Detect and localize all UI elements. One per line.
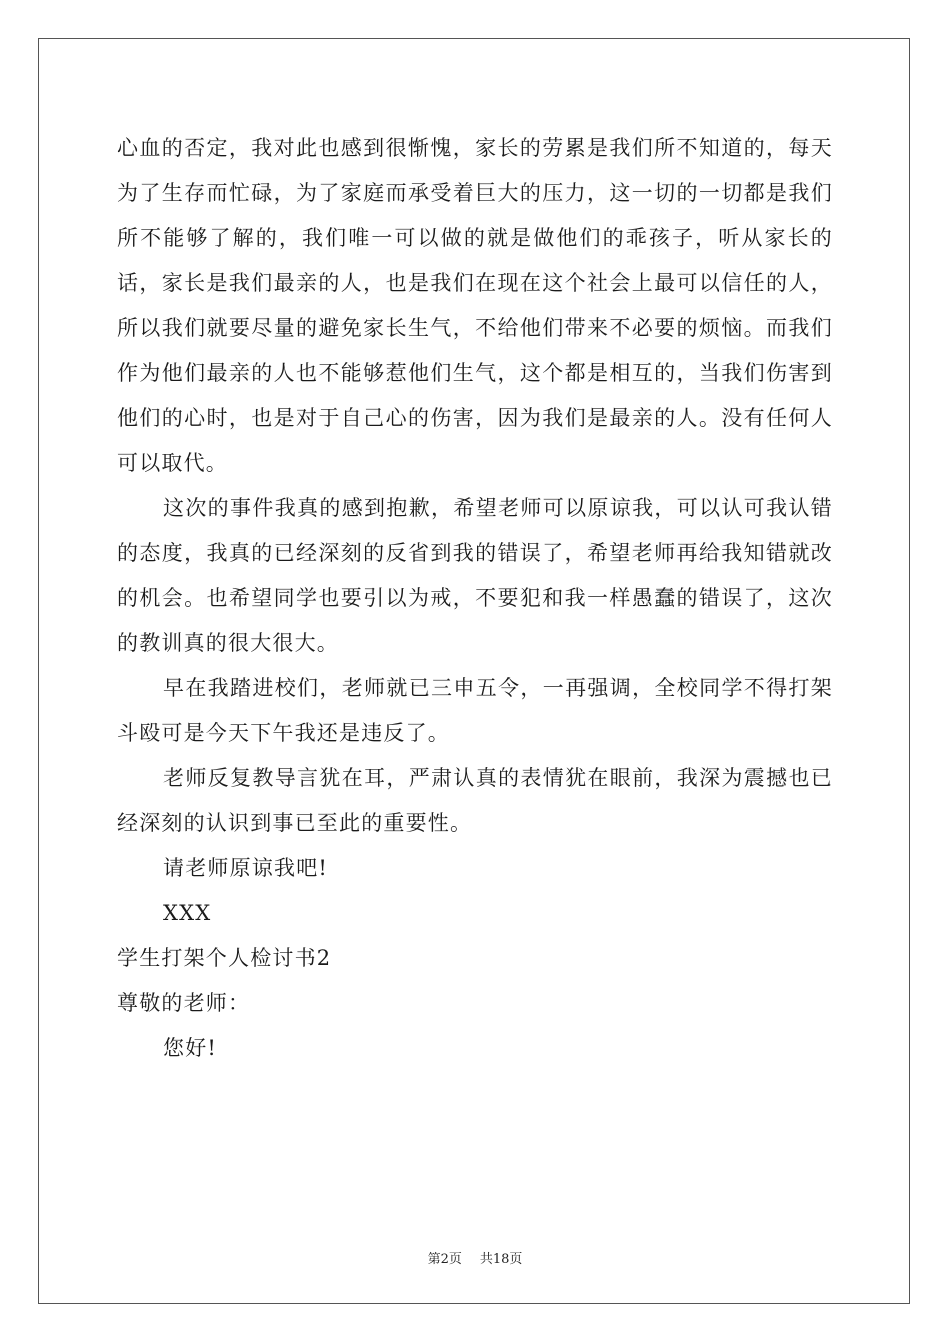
page-number: 第2页: [427, 1252, 462, 1267]
paragraph-school-rules: 早在我踏进校们，老师就已三申五令，一再强调，全校同学不得打架斗殴可是今天下午我还是违反了。: [117, 676, 833, 745]
page-footer: [0, 1248, 950, 1267]
signature: XXX: [163, 901, 212, 925]
greeting: 您好!: [163, 1036, 218, 1060]
paragraph-request: 请老师原谅我吧!: [163, 856, 329, 880]
salutation: 尊敬的老师：: [117, 991, 251, 1015]
section-title: 学生打架个人检讨书2: [117, 946, 332, 970]
paragraph-continued: 心血的否定，我对此也感到很惭愧，家长的劳累是我们所不知道的，每天为了生存而忙碌，为了家庭而承受着巨大的压力，这一切的一切都是我们所不能够了解的，我们唯一可以做的就是做他们的乖孩子，听从家长的话，家长是我们最亲的人，也是我们在现在这个社会上最可以信任的人，所以我们就要尽量的避免家长生气，不给他们带来不必要的烦恼。而我们作为他们最亲的人也不能够惹他们生气，这个都是相互的，当我们伤害到他们的心时，也是对于自己心的伤害，因为我们是最亲的人。没有任何人可以取代。: [117, 136, 833, 475]
document-body: [117, 126, 833, 1071]
page-total: 共18页: [479, 1252, 523, 1267]
paragraph-apology: 这次的事件我真的感到抱歉，希望老师可以原谅我，可以认可我认错的态度，我真的已经深刻的反省到我的错误了，希望老师再给我知错就改的机会。也希望同学也要引以为戒，不要犯和我一样愚蠢的错误了，这次的教训真的很大很大。: [117, 496, 833, 655]
paragraph-teacher-guidance: 老师反复教导言犹在耳，严肃认真的表情犹在眼前，我深为震撼也已经深刻的认识到事已至此的重要性。: [117, 766, 833, 835]
